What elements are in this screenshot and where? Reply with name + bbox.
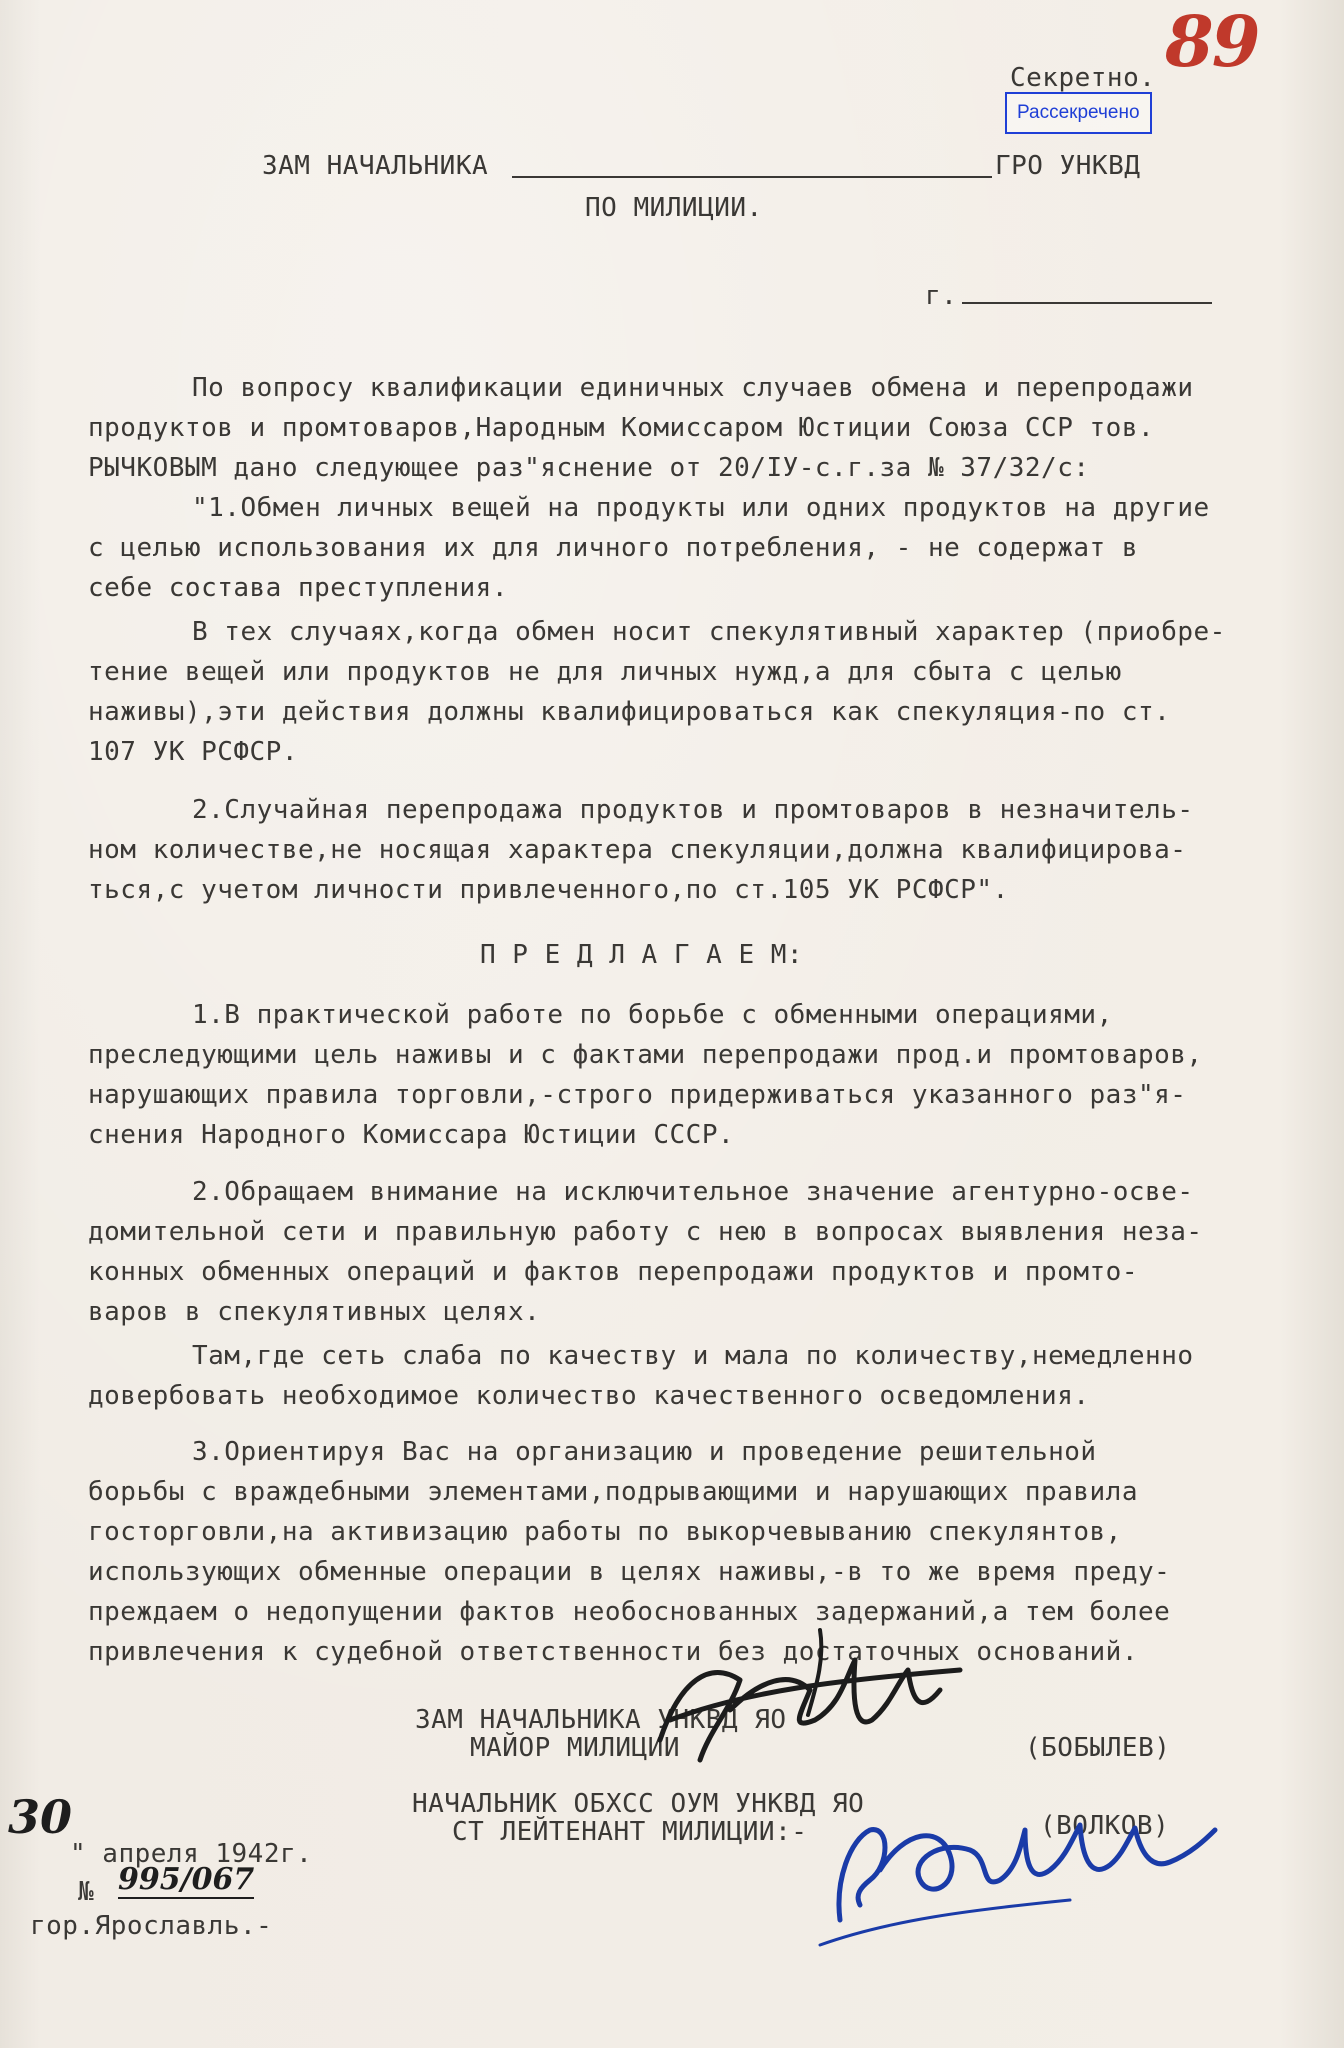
item3-line-4: использующих обменные операции в целях наживы,-в то же время преду- (88, 1557, 1171, 1587)
item3-line-5: преждаем о недопущении фактов необоснованных задержаний,а тем более (88, 1597, 1171, 1627)
addressee-title: ЗАМ НАЧАЛЬНИКА (262, 151, 489, 181)
signer1-title-line2: МАЙОР МИЛИЦИИ (470, 1733, 680, 1763)
addressee-department: ГРО УНКВД (995, 151, 1141, 181)
speculation-line-2: тение вещей или продуктов не для личных нужд,а для сбыта с целью (88, 657, 1122, 687)
signer1-title-line1: ЗАМ НАЧАЛЬНИКА УНКВД ЯО (415, 1705, 787, 1735)
date-day-handwritten: 30 (8, 1790, 73, 1844)
item1-line-4: снения Народного Комиссара Юстиции СССР. (88, 1120, 735, 1150)
item2-line-1: 2.Обращаем внимание на исключительное значение агентурно-осве- (192, 1177, 1194, 1207)
propose-heading: П Р Е Д Л А Г А Е М: (480, 940, 804, 970)
item1-line-1: 1.В практической работе по борьбе с обменными операциями, (192, 1000, 1113, 1030)
signer1-name: (БОБЫЛЕВ) (1025, 1733, 1171, 1763)
signature-bobylev (640, 1620, 970, 1780)
item3-line-3: госторговли,на активизацию работы по выкорчевыванию спекулянтов, (88, 1517, 1122, 1547)
signer2-title-line1: НАЧАЛЬНИК ОБХСС ОУМ УНКВД ЯО (412, 1789, 865, 1819)
addressee-blank-line (512, 176, 992, 178)
number-handwritten: 995/067 (118, 1862, 255, 1897)
signature-volkov (810, 1770, 1230, 1960)
signer2-title-line2: СТ ЛЕЙТЕНАНТ МИЛИЦИИ:- (452, 1817, 808, 1847)
signer2-name: (ВОЛКОВ) (1040, 1811, 1170, 1841)
item1-line-2: преследующими цель наживы и с фактами перепродажи прод.и промтоваров, (88, 1040, 1203, 1070)
resale-line-2: ном количестве,не носящая характера спекуляции,должна квалифицирова- (88, 835, 1187, 865)
resale-line-1: 2.Случайная перепродажа продуктов и промтоваров в незначитель- (192, 795, 1194, 825)
speculation-line-3: наживы),эти действия должны квалифицироваться как спекуляция-по ст. (88, 697, 1171, 727)
date-text: " апреля 1942г. (70, 1839, 313, 1869)
intro-line-2: продуктов и промтоваров,Народным Комиссаром Юстиции Союза ССР тов. (88, 413, 1155, 443)
item1-line-3: нарушающих правила торговли,-строго придерживаться указанного раз"я- (88, 1080, 1187, 1110)
number-prefix: № (78, 1877, 95, 1907)
declassified-stamp: Рассекречено (1005, 92, 1152, 134)
quote-line-1: "1.Обмен личных вещей на продукты или одних продуктов на другие (192, 493, 1210, 523)
item2-line-2: домительной сети и правильную работу с нею в вопросах выявления неза- (88, 1217, 1203, 1247)
intro-line-1: По вопросу квалификации единичных случаев обмена и перепродажи (192, 373, 1194, 403)
city-blank-line (962, 302, 1212, 304)
item2-line-3: конных обменных операций и фактов перепродажи продуктов и промто- (88, 1257, 1138, 1287)
speculation-line-1: В тех случаях,когда обмен носит спекулятивный характер (приобре- (192, 617, 1226, 647)
classification-mark: Секретно. (1010, 63, 1156, 93)
city-footer: гор.Ярославль.- (30, 1911, 273, 1941)
city-prefix: г. (925, 281, 958, 311)
resale-line-3: ться,с учетом личности привлеченного,по ст.105 УК РСФСР". (88, 875, 1009, 905)
addressee-subtitle: ПО МИЛИЦИИ. (585, 193, 763, 223)
item2-line-4: варов в спекулятивных целях. (88, 1297, 541, 1327)
item3-line-1: 3.Ориентируя Вас на организацию и проведение решительной (192, 1437, 1097, 1467)
speculation-line-4: 107 УК РСФСР. (88, 737, 298, 767)
item3-line-6: привлечения к судебной ответственности без достаточных оснований. (88, 1637, 1138, 1667)
intro-line-3: РЫЧКОВЫМ дано следующее раз"яснение от 20/IУ-с.г.за № 37/32/с: (88, 453, 1090, 483)
item2b-line-2: довербовать необходимое количество качественного осведомления. (88, 1381, 1090, 1411)
quote-line-2: с целью использования их для личного потребления, - не содержат в (88, 533, 1138, 563)
item3-line-2: борьбы с враждебными элементами,подрывающими и нарушающих правила (88, 1477, 1138, 1507)
folio-number: 89 (1165, 0, 1259, 83)
quote-line-3: себе состава преступления. (88, 573, 508, 603)
item2b-line-1: Там,где сеть слаба по качеству и мала по количеству,немедленно (192, 1341, 1194, 1371)
